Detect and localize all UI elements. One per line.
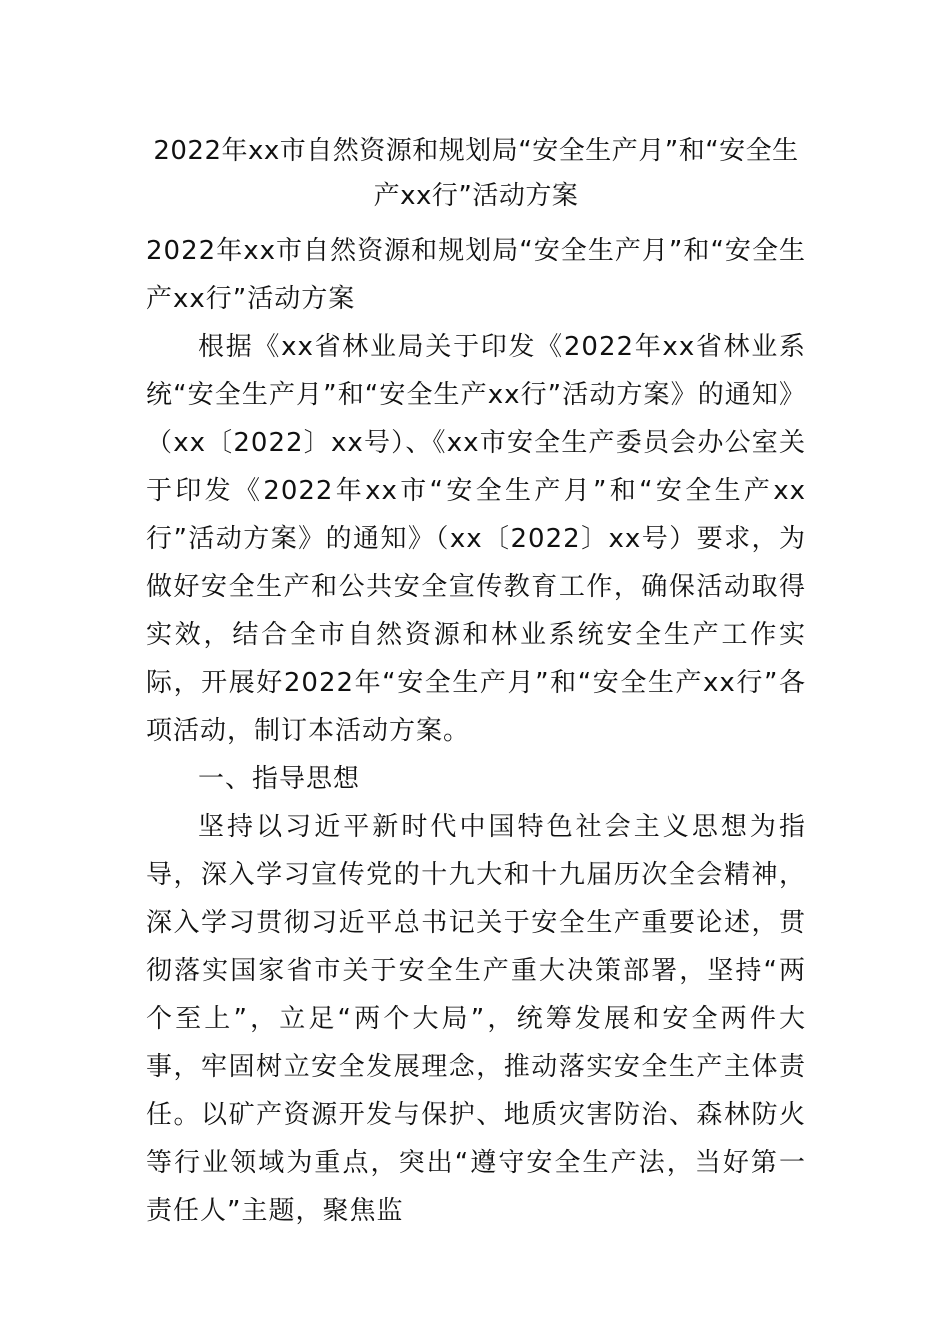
document-title: 2022年xx市自然资源和规划局“安全生产月”和“安全生产xx行”活动方案 bbox=[153, 136, 799, 211]
document-subtitle: 2022年xx市自然资源和规划局“安全生产月”和“安全生产xx行”活动方案 bbox=[146, 236, 806, 314]
section-body-guiding-ideology: 坚持以习近平新时代中国特色社会主义思想为指导，深入学习宣传党的十九大和十九届历次全会精神，深入学习贯彻习近平总书记关于安全生产重要论述，贯彻落实国家省市关于安全生产重大决策部署，坚持“两个至上”，立足“两个大局”，统筹发展和安全两件大事，牢固树立安全发展理念，推动落实安全生产主体责任。以矿产资源开发与保护、地质灾害防治、森林防火等行业领域为重点，突出“遵守安全生产法，当好第一责任人”主题，聚焦监 bbox=[146, 812, 806, 1226]
section-heading-guiding-ideology: 一、指导思想 bbox=[198, 764, 361, 794]
intro-paragraph: 根据《xx省林业局关于印发《2022年xx省林业系统“安全生产月”和“安全生产xx行”活动方案》的通知》（xx〔2022〕xx号）、《xx市安全生产委员会办公室关于印发《2022年xx市“安全生产月”和“安全生产xx行”活动方案》的通知》（xx〔2022〕xx号）要求，为做好安全生产和公共安全宣传教育工作，确保活动取得实效，结合全市自然资源和林业系统安全生产工作实际，开展好2022年“安全生产月”和“安全生产xx行”各项活动，制订本活动方案。 bbox=[146, 332, 806, 746]
document-body bbox=[146, 129, 806, 1235]
